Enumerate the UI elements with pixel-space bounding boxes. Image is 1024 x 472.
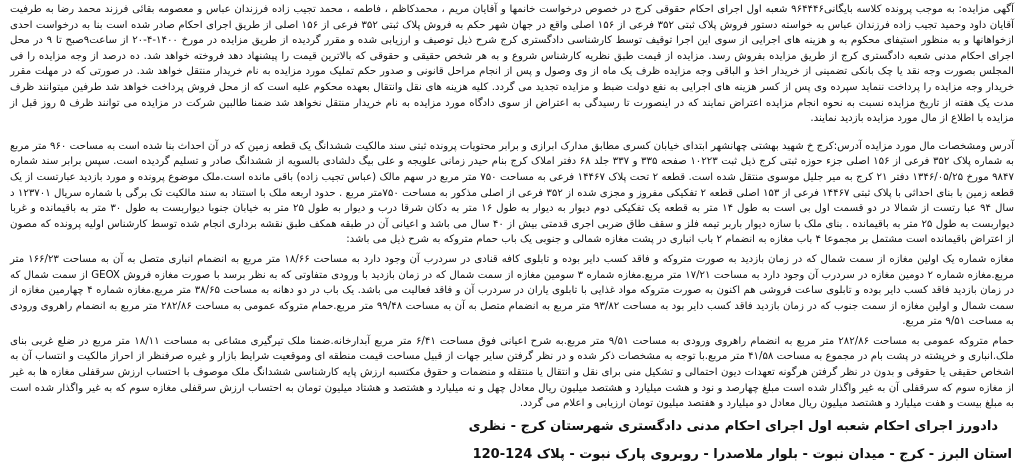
valuation-paragraph: حمام متروکه عمومی به مساحت ۲۸۲/۸۶ متر مربع به انضمام راهروی ورودی به مساحت ۹/۵۱ متر مربع.به شرح اعیانی فوق مساحت ۶/۴۱ متر مربع آبدارخانه.ضمنا ملک تیرگیری مشاعی به مساحت ۱۸/۱۱ متر مربع در ضلع غربی بنای ملک.انباری و خرپشته در پشت بام در مجموع به مساحت ۴۱/۵۸ متر مربع.با توجه به مشخصات ذکر شده و در نظر گرفتن سایر جهات از قبیل مساحت قیمت منطقه ای وموقعیت شرایط بازار و غیره صرفنظر از احراز مالکیت و انتساب آن به اشخاص حقیقی یا حقوقی و بدون در نظر گرفتن هرگونه تعهدات دیون احتمالی و تشکیل منی برای نقل و انتقال یا منتقله و منضمات و حقوق مکتسبه ارزش پایه کارشناسی ششدانگ ملک موصوف با احتساب ارزش سرقفلی مغازه ها به غیر از مغازه سوم که سرقفلی آن به غیر واگذار شده است مبلغ چهارصد و نود و هشت میلیارد و هشتصد میلیون ریال معادل چهل و نه میلیارد و هشتصد و هشتاد میلیون تومان به احتساب ارزش سرقفلی مغازه سوم که به غیر واگذار شده است به مبلغ بیست و هفت میلیارد و هشتصد میلیون ریال معادل دو میلیارد و هفتصد میلیون تومان ارزیابی و اعلام می گردد. bbox=[10, 335, 1015, 410]
shops-paragraph: مغازه شماره یک اولین مغازه از سمت شمال که در زمان بازدید به صورت متروکه و فاقد کسب دایر بوده و تابلوی کافه قنادی در سردرب آن وجود دارد به مساحت ۱۸/۶۶ متر مربع به انضمام انباری متصل به آن به مساحت ۱۶۶/۲۳ متر مربع.مغازه شماره ۲ دومین مغازه در سردرب آن وجود دارد به مساحت ۱۷/۲۱ متر مربع.مغازه شماره ۳ سومین مغازه از سمت شمال که در زمان بازدید با ورودی متفاوتی که به نظر برسد با صورت مغازه فروش GEOX از سمت شمال که در زمان بازدید فاقد کسب دایر بوده و تابلوی ساعت فروشی هم اکنون به صورت متروکه مواد غذایی با تابلوی یاران در سردرب آن و فاقد فعالیت می باشد. یک باب در دو دهانه به مساحت ۳۸/۶۵ متر مربع.مغازه شماره ۴ چهارمین مغازه از سمت شمال و اولین مغازه از سمت جنوب که در زمان بازدید فاقد کسب دایر بود به مساحت ۹۳/۸۲ متر مربع به انضمام متصل به آن به مساحت ۹۹/۴۸ متر مربع.حمام متروکه عمومی به مساحت ۲۸۲/۸۶ متر مربع به انضمام راهروی ورودی به مساحت ۹/۵۱ متر مربع. bbox=[10, 253, 1015, 328]
address-line: استان البرز - کرج - میدان نبوت - بلوار ملاصدرا - روبروی پارک نبوت - پلاک 124-120 bbox=[472, 446, 1012, 462]
signature-line: دادورز اجرای احکام شعبه اول اجرای احکام مدنی دادگستری شهرستان کرج - نظری bbox=[468, 418, 998, 434]
intro-paragraph: آگهی مزایده: به موجب پرونده کلاسه بایگانی۹۶۴۴۴۶ شعبه اول اجرای احکام حقوقی کرج در خصوص درخواست خانمها و آقایان مریم ، محمدکاظم ، فاطمه ، محمد تجیب زاده فرزندان عباس و معصومه بقائی فرزند محمد رضا به طرفیت آقایان داود وحمید تجیب زاده فرزندان عباس به خواسته دستور فروش پلاک ثبتی ۳۵۲ فرعی از ۱۵۶ اصلی واقع در جهان شهر حکم به فروش پلاک ثبتی ۳۵۲ فرعی از ۱۵۶ اصلی از طریق اجرای احکام صادر شده است بنا به درخواست احدی ازخواهانها و به منظور استیفای محکوم به و هزینه های اجرایی از سوی این اجرا توقیف توسط کارشناسی دادگستری کرج شرح ذیل توصیف و ارزیابی شده و مقرر گردیده از طریق مزایده در مورخ ۱۴۰۰-۴-۲۰ از ساعت۹صبح تا ۹ در محل اجرای احکام مدنی شعبه دادگستری کرج از طریق مزایده بفروش رسد. مزایده از قیمت طبق نظریه کارشناس شروع و به هر شخص حقیقی و حقوقی که بالاترین قیمت را پیشنهاد دهد فروخته خواهد شد. ده درصد از وجه مزایده را فی المجلس بصورت وجه نقد یا چک بانکی تضمینی از خریدار اخذ و الباقی وجه مزایده ظرف یک ماه از وی وصول و پس از انجام مراحل قانونی و صدور حکم تملیک مورد مزایده به نام خریدار منتقل خواهد شد. در صورتی که در مهلت مقرر خریدار وجه مزایده را پرداخت ننماید سپرده وی پس از کسر هزینه های اجرایی به نفع دولت ضبط و مزایده تجدید می گردد. کلیه هزینه های نقل وانتقال بعهده محکوم علیه است که از محل فروش پرداخت خواهد شد طرفین میتوانند ظرف مدت یک هفته از تاریخ مزایده نسبت به نحوه انجام مزایده اعتراض نمایند که در اینصورت تا رسیدگی به اعتراض از سوی دادگاه مورد مزایده به نام خریدار منتقل نخواهد شد ضمنا طالبین شرکت در مزایده می توانند ظرف ۵ روز قبل از مزایده با اطلاع از مال مورد مزایده بازدید نمایند. bbox=[10, 4, 1014, 125]
property-description-paragraph: آدرس ومشخصات مال مورد مزایده آدرس:کرج خ شهید بهشتی چهانشهر ابتدای خیابان کسری مطابق مدارک ابرازی و برابر محتویات پرونده ثبتی سند مالکیت ششدانگ یک قطعه زمین که در آن احداث بنا شده است به مساحت ۹۶۰ متر مربع به شماره پلاک ۳۵۲ فرعی از ۱۵۶ اصلی جزء حوزه ثبتی کرج ذیل ثبت ۱۰۲۲۳ صفحه ۳۳۵ و ۳۳۷ جلد ۶۸ دفتر املاک کرج بنام حیدر زمانی علویجه و علی بیگ دلشادی بالسویه از ششدانگ صادر و تسلیم گردیده است. سپس برابر سند شماره ۹۸۴۷ مورخ ۱۳۴۶/۰۵/۲۵ دفتر ۲۱ کرج به میر جلیل موسوی منتقل شده است. قطعه ۲ تحت پلاک ۱۴۴۶۷ فرعی به مساحت ۷۵۰ متر مربع در سهم مالک (عباس تجیب زاده) باقی مانده است.ملک موضوع پرونده و مورد بازدید عبارتست از یک قطعه زمین با بنای احداثی با پلاک ثبتی ۱۴۴۶۷ فرعی از ۱۵۳ اصلی قطعه ۲ تفکیکی مفروز و مجزی شده از ۳۵۲ فرعی از اصلی مذکور به مساحت ۷۵۰متر مربع . حدود اربعه ملک با استناد به سند مالکیت تک برگی با شماره سریال ۱۲۳۷۰۱ د سال ۹۴ عبا رتست از شمالا در دو قسمت اول بی است به طول ۱۴ متر به قطعه یک تفکیکی دوم دیوار به دیوار به طول ۱۶ متر به دکان شرقا درب و دیوار به طول ۲۵ متر به خیابان جنوبا دیواربست به طول ۳۰ متر به باقیمانده و غربا دیواربست به طول ۲۵ متر به باقیمانده . بنای ملک با سازه دیوار باربر تیمه فلز و سقف طاق ضربی اجری قدمتی بیش از ۴۰ سال می باشد و اعیانی آن در طبقه همکف طبق نقشه برداری انجام شده توسط کارشناس اولیه پرونده که مصون از اعتراض باقیمانده است مشتمل بر مجموعا ۴ باب مغازه به انضمام ۲ باب انباری در پشت مغازه شمالی و جنوبی یک باب حمام متروکه به شرح ذیل می باشد: bbox=[10, 140, 1015, 246]
